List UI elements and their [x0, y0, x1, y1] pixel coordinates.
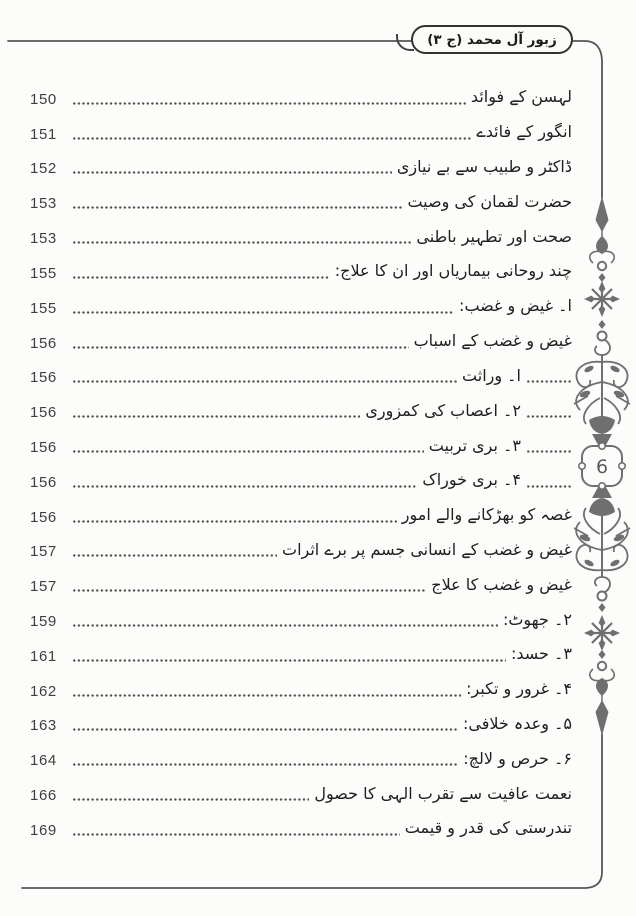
table-of-contents [30, 79, 572, 845]
dots-leader [72, 832, 400, 837]
toc-page-number: 164 [30, 752, 57, 770]
toc-row[interactable] [30, 810, 572, 845]
toc-page-number: 153 [30, 195, 57, 213]
toc-page-number: 162 [30, 682, 57, 700]
toc-row[interactable] [30, 706, 572, 741]
toc-entry-title: ۴۔ بری خوراک [422, 470, 521, 490]
toc-row[interactable] [30, 497, 572, 532]
toc-row[interactable] [30, 740, 572, 775]
toc-entry-title: ۲۔ اعصاب کی کمزوری [365, 400, 521, 420]
toc-page-number: 156 [30, 404, 57, 422]
dots-leader [72, 519, 397, 524]
toc-row[interactable] [30, 218, 572, 253]
toc-page-number: 169 [30, 821, 57, 839]
dots-leader-indent [526, 414, 572, 419]
toc-entry-title: غیض و غضب کے اسباب [413, 331, 572, 351]
toc-row[interactable] [30, 114, 572, 149]
toc-entry-title: ۳۔ حسد: [510, 644, 572, 664]
toc-entry-title: غیض و غضب کا علاج [431, 574, 572, 594]
page-number-badge [579, 443, 625, 489]
ornament-bottom-half [574, 480, 630, 736]
toc-entry-title: ۲۔ جھوٹ: [502, 609, 572, 629]
toc-row[interactable] [30, 183, 572, 218]
toc-row[interactable] [30, 601, 572, 636]
toc-page-number: 157 [30, 578, 57, 596]
toc-row[interactable] [30, 323, 572, 358]
toc-entry-title: ا۔ غیض و غضب: [459, 296, 572, 316]
toc-entry-title: ۳۔ بری تربیت [428, 435, 521, 455]
toc-row[interactable] [30, 636, 572, 671]
toc-row[interactable] [30, 462, 572, 497]
toc-entry-title: چند روحانی بیماریاں اور ان کا علاج: [334, 261, 572, 281]
dots-leader [72, 345, 409, 350]
dots-leader [72, 484, 417, 489]
dots-leader [72, 553, 277, 558]
toc-entry-title: لہسن کے فوائد [470, 87, 572, 107]
dots-leader [72, 727, 458, 732]
toc-page-number: 155 [30, 299, 57, 317]
dots-leader [72, 310, 454, 315]
toc-page-number: 166 [30, 787, 57, 805]
dots-leader [72, 449, 424, 454]
dots-leader [72, 623, 498, 628]
dots-leader-indent [526, 379, 572, 384]
toc-row[interactable] [30, 149, 572, 184]
ornament-top-half [574, 196, 630, 452]
toc-row[interactable] [30, 79, 572, 114]
toc-page-number: 159 [30, 613, 57, 630]
dots-leader [72, 658, 506, 663]
toc-entry-title: حضرت لقمان کی وصیت [407, 191, 572, 211]
dots-leader [72, 101, 466, 106]
toc-entry-title: ۶۔ حرص و لالچ: [463, 748, 572, 768]
toc-page-number: 161 [30, 647, 57, 665]
toc-page-number: 163 [30, 717, 57, 735]
toc-entry-title: غصہ کو بھڑکانے والے امور [401, 505, 572, 525]
book-title-badge [411, 25, 573, 54]
toc-entry-title: تندرستی کی قدر و قیمت [404, 818, 572, 838]
toc-page-number: 155 [30, 264, 57, 282]
dots-leader [72, 797, 309, 802]
dots-leader [72, 693, 461, 698]
dots-leader [72, 414, 360, 419]
toc-entry-title: ڈاکٹر و طبیب سے بے نیازی [396, 157, 572, 177]
toc-entry-title: ا۔ وراثت [462, 365, 521, 385]
dots-leader [72, 762, 458, 767]
toc-page-number: 156 [30, 369, 57, 387]
toc-entry-title: غیض و غضب کے انسانی جسم پر برے اثرات [282, 539, 572, 559]
toc-page-number: 153 [30, 230, 57, 248]
toc-row[interactable] [30, 392, 572, 427]
dots-leader [72, 205, 402, 210]
toc-row[interactable] [30, 775, 572, 810]
toc-row[interactable] [30, 358, 572, 393]
toc-page-number: 156 [30, 508, 57, 526]
dots-leader [72, 240, 411, 245]
toc-page-number: 157 [30, 543, 57, 561]
dots-leader-indent [526, 484, 572, 489]
toc-row[interactable] [30, 566, 572, 601]
toc-page-number: 156 [30, 473, 57, 491]
dots-leader [72, 379, 457, 384]
book-title: زبور آل محمد (ج ۳) [427, 31, 557, 48]
toc-entry-title: ۵۔ وعدہ خلافی: [463, 714, 572, 734]
toc-page-number: 152 [30, 160, 57, 178]
toc-row[interactable] [30, 427, 572, 462]
ornament-page-number: 6 [595, 456, 609, 478]
toc-page-number: 156 [30, 334, 57, 352]
toc-page-number: 150 [30, 90, 57, 108]
toc-page-number: 156 [30, 438, 57, 456]
dots-leader [72, 588, 426, 593]
dots-leader [72, 170, 392, 175]
toc-row[interactable] [30, 532, 572, 567]
toc-row[interactable] [30, 671, 572, 706]
dots-leader-indent [526, 449, 572, 454]
toc-row[interactable] [30, 288, 572, 323]
toc-page-number: 151 [30, 125, 57, 143]
toc-entry-title: نعمت عافیت سے تقرب الہی کا حصول [314, 783, 572, 803]
toc-row[interactable] [30, 253, 572, 288]
dots-leader [72, 275, 330, 280]
dots-leader [72, 136, 471, 141]
toc-entry-title: صحت اور تطہیر باطنی [416, 226, 572, 246]
toc-entry-title: ۴۔ غرور و تکبر: [466, 679, 572, 699]
toc-entry-title: انگور کے فائدے [476, 122, 572, 142]
